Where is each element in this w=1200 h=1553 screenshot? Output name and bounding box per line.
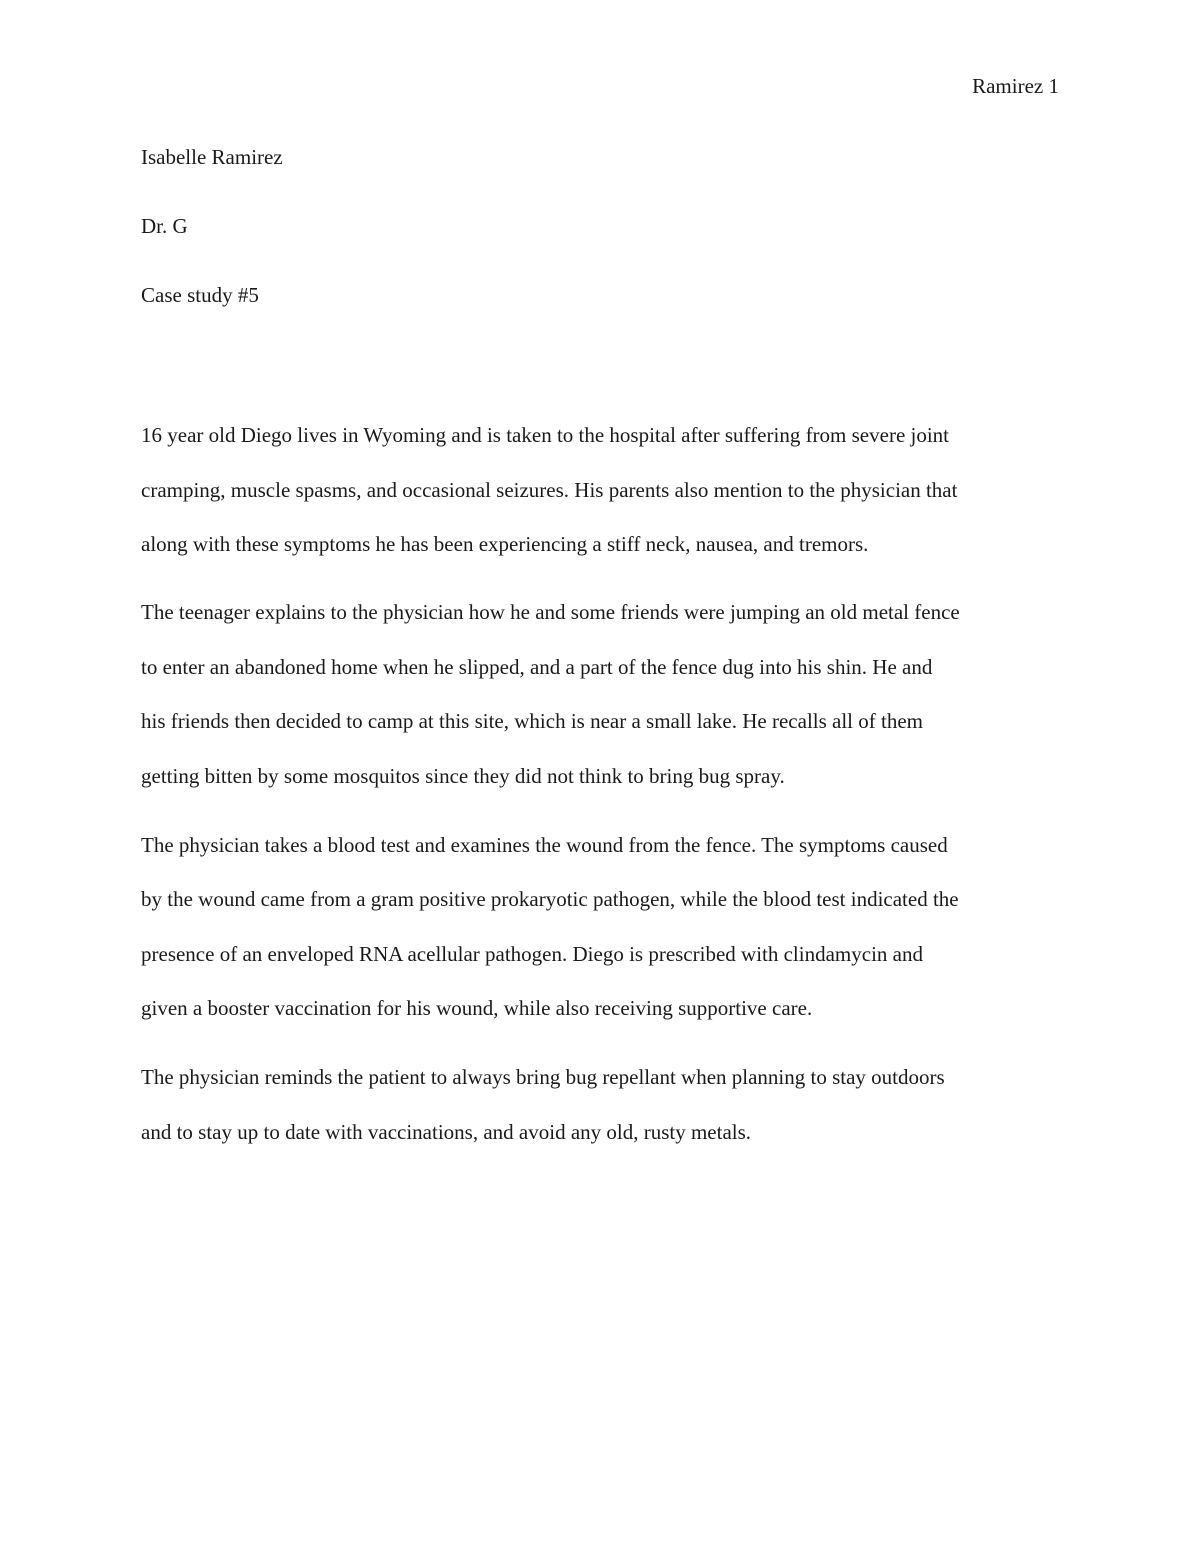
instructor-name: Dr. G — [141, 214, 188, 238]
paragraph-line: along with these symptoms he has been experiencing a stiff neck, nausea, and tremors. — [141, 532, 869, 556]
paragraph-line: The physician reminds the patient to always bring bug repellant when planning to stay outdoors — [141, 1065, 945, 1089]
paragraph-line: to enter an abandoned home when he slipped, and a part of the fence dug into his shin. He and — [141, 655, 933, 679]
paragraph-line: cramping, muscle spasms, and occasional seizures. His parents also mention to the physician that — [141, 478, 958, 502]
paragraph-line: and to stay up to date with vaccinations, and avoid any old, rusty metals. — [141, 1120, 752, 1144]
paragraph-line: by the wound came from a gram positive prokaryotic pathogen, while the blood test indicated the — [141, 887, 959, 911]
paragraph-line: 16 year old Diego lives in Wyoming and is taken to the hospital after suffering from severe joint — [141, 423, 950, 447]
paragraph-line: given a booster vaccination for his wound, while also receiving supportive care. — [141, 996, 813, 1020]
paragraph-line: his friends then decided to camp at this site, which is near a small lake. He recalls all of them — [141, 709, 924, 733]
paragraph-line: presence of an enveloped RNA acellular pathogen. Diego is prescribed with clindamycin and — [141, 942, 923, 966]
running-head: Ramirez 1 — [972, 74, 1059, 98]
paragraph-line: The physician takes a blood test and examines the wound from the fence. The symptoms caused — [141, 833, 948, 857]
assignment-title: Case study #5 — [141, 283, 259, 307]
author-name: Isabelle Ramirez — [141, 145, 283, 169]
paragraph-line: The teenager explains to the physician how he and some friends were jumping an old metal fence — [141, 600, 960, 624]
paragraph-line: getting bitten by some mosquitos since they did not think to bring bug spray. — [141, 764, 785, 788]
